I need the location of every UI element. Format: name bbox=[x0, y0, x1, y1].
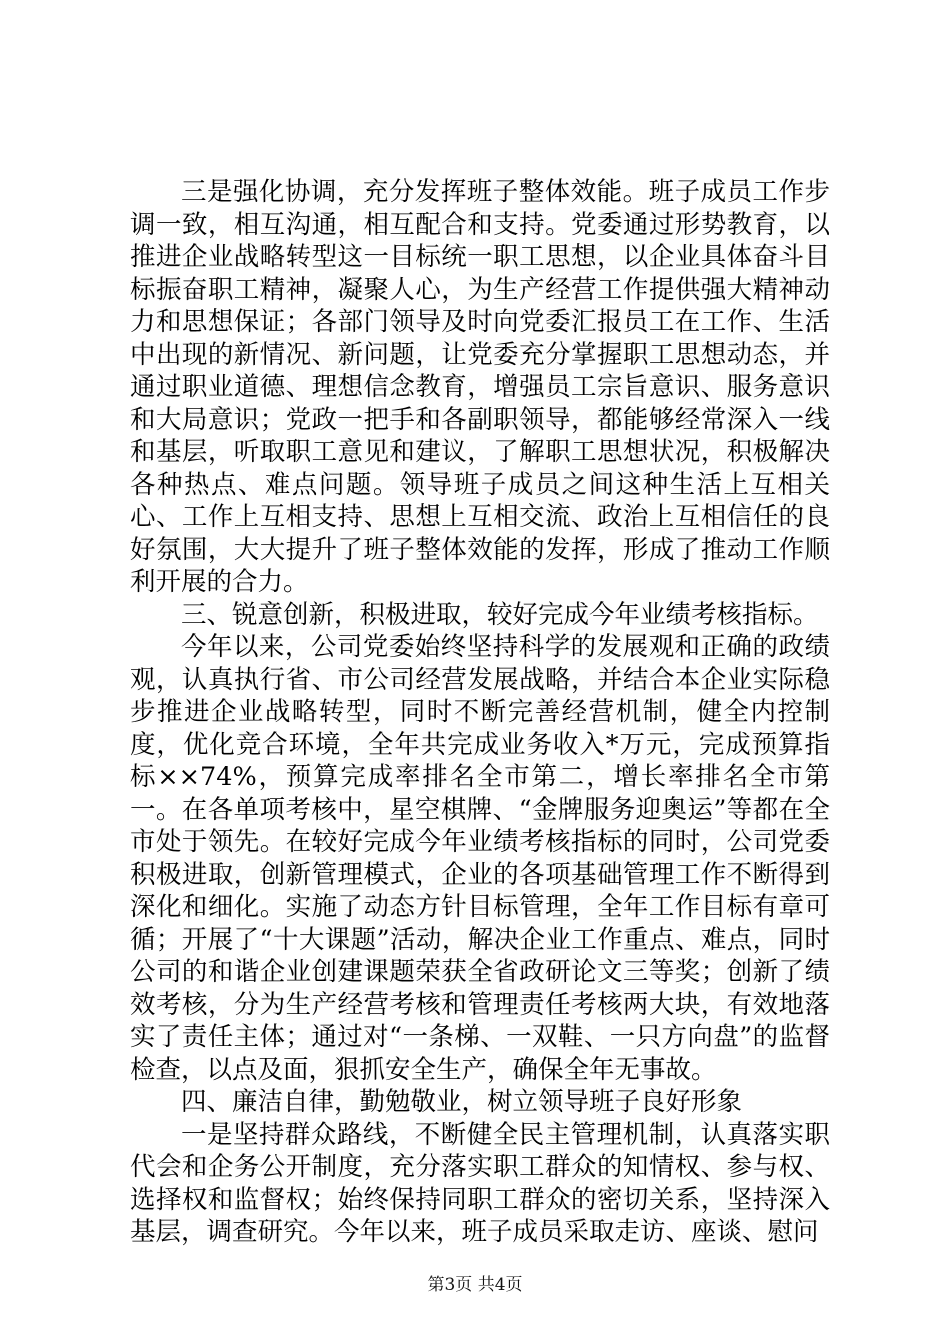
paragraph-performance: 今年以来，公司党委始终坚持科学的发展观和正确的政绩观，认真执行省、市公司经营发展战略，并结合本企业实际稳步推进企业战略转型，同时不断完善经营机制，健全内控制度，优化竞合环境，全年共完成业务收入*万元，完成预算指标××74%，预算完成率排名全市第二，增长率排名全市第一。在各单项考核中，星空棋牌、“金牌服务迎奥运”等都在全市处于领先。在较好完成今年业绩考核指标的同时，公司党委积极进取，创新管理模式，企业的各项基础管理工作不断得到深化和细化。实施了动态方针目标管理，全年工作目标有章可循；开展了“十大课题”活动，解决企业工作重点、难点，同时公司的和谐企业创建课题荣获全省政研论文三等奖；创新了绩效考核，分为生产经营考核和管理责任考核两大块，有效地落实了责任主体；通过对“一条梯、一双鞋、一只方向盘”的监督检查，以点及面，狠抓安全生产，确保全年无事故。 bbox=[130, 632, 830, 1085]
paragraph-coordination: 三是强化协调，充分发挥班子整体效能。班子成员工作步调一致，相互沟通，相互配合和支持。党委通过形势教育，以推进企业战略转型这一目标统一职工思想，以企业具体奋斗目标振奋职工精神，凝聚人心，为生产经营工作提供强大精神动力和思想保证；各部门领导及时向党委汇报员工在工作、生活中出现的新情况、新问题，让党委充分掌握职工思想动态，并通过职业道德、理想信念教育，增强员工宗旨意识、服务意识和大局意识；党政一把手和各副职领导，都能够经常深入一线和基层，听取职工意见和建议，了解职工思想状况，积极解决各种热点、难点问题。领导班子成员之间这种生活上互相关心、工作上互相支持、思想上互相交流、政治上互相信任的良好氛围，大大提升了班子整体效能的发挥，形成了推动工作顺利开展的合力。 bbox=[130, 177, 830, 597]
document-body bbox=[130, 176, 830, 1249]
heading-section-three: 三、锐意创新，积极进取，较好完成今年业绩考核指标。 bbox=[181, 599, 819, 630]
paragraph-mass-line: 一是坚持群众路线，不断健全民主管理机制，认真落实职代会和企务公开制度，充分落实职工群众的知情权、参与权、选择权和监督权；始终保持同职工群众的密切关系，坚持深入基层，调查研究。今年以来，班子成员采取走访、座谈、慰问 bbox=[130, 1119, 830, 1247]
heading-section-four: 四、廉洁自律，勤勉敬业，树立领导班子良好形象 bbox=[181, 1087, 743, 1117]
page-number-footer: 第3页 共4页 bbox=[427, 1275, 523, 1295]
